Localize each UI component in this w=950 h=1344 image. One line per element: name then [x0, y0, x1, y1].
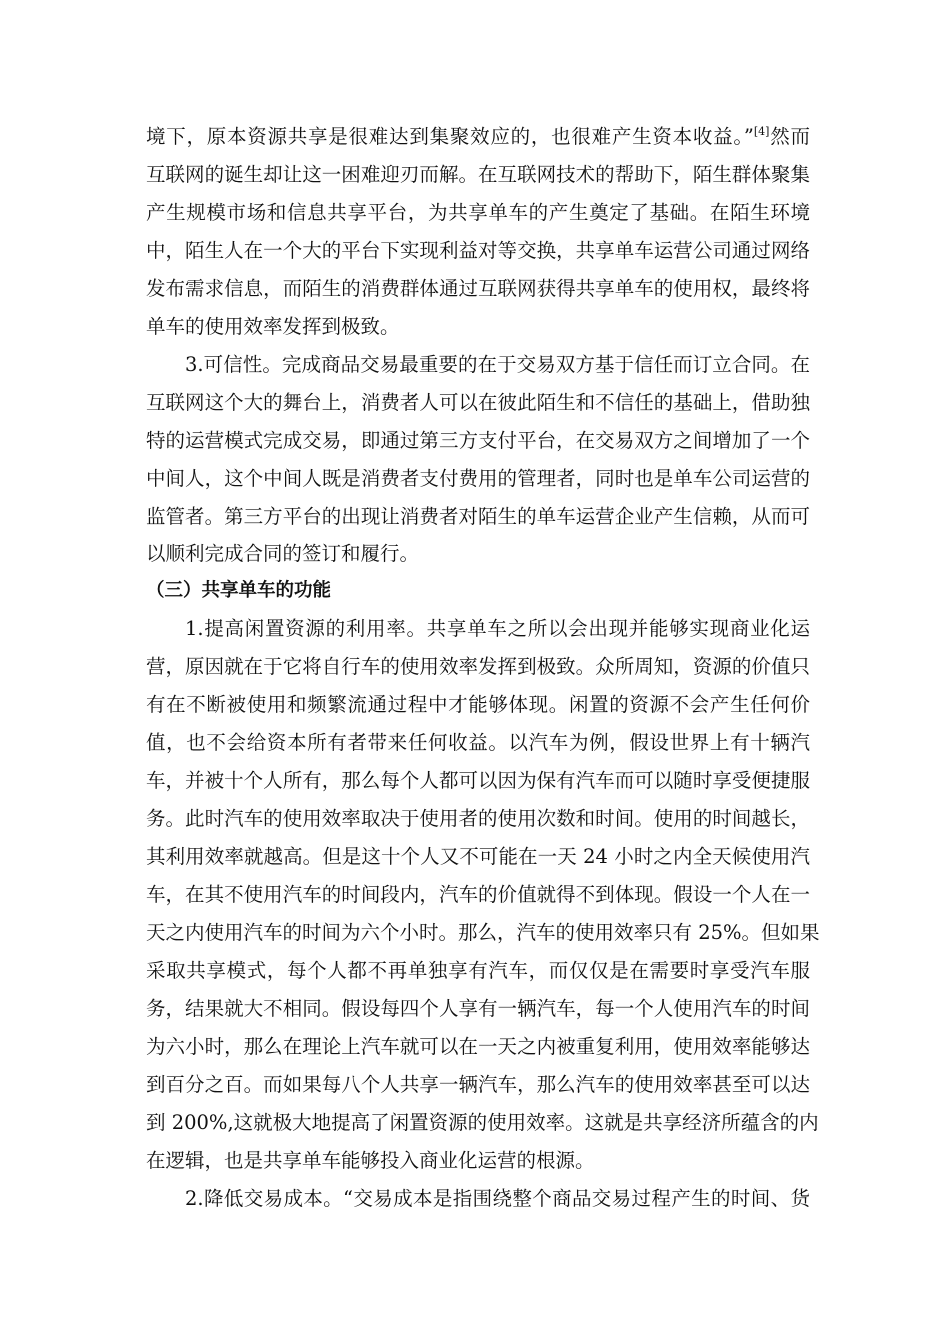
text-line: 务。此时汽车的使用效率取决于使用者的使用次数和时间。使用的时间越长， — [146, 807, 810, 830]
text-line: 天之内使用汽车的时间为六个小时。那么，汽车的使用效率只有 25%。但如果 — [146, 921, 820, 944]
text-line: 值，也不会给资本所有者带来任何收益。以汽车为例，假设世界上有十辆汽 — [146, 731, 810, 754]
text-line: 采取共享模式，每个人都不再单独享有汽车，而仅仅是在需要时享受汽车服 — [146, 959, 810, 982]
text-line: 发布需求信息，而陌生的消费群体通过互联网获得共享单车的使用权，最终将 — [146, 277, 810, 300]
text-line: 监管者。第三方平台的出现让消费者对陌生的单车运营企业产生信赖，从而可 — [146, 505, 810, 528]
paragraph-first-line: 3.可信性。完成商品交易最重要的在于交易双方基于信任而订立合同。在 — [185, 353, 810, 376]
text-line: 有在不断被使用和频繁流通过程中才能够体现。闲置的资源不会产生任何价 — [146, 693, 810, 716]
text-line: 为六小时，那么在理论上汽车就可以在一天之内被重复利用，使用效率能够达 — [146, 1035, 810, 1058]
section-heading: （三）共享单车的功能 — [146, 580, 332, 601]
text-line: 互联网这个大的舞台上，消费者人可以在彼此陌生和不信任的基础上，借助独 — [146, 391, 810, 414]
text-line: 互联网的诞生却让这一困难迎刃而解。在互联网技术的帮助下，陌生群体聚集 — [146, 163, 810, 186]
text-line: 其利用效率就越高。但是这十个人又不可能在一天 24 小时之内全天候使用汽 — [146, 845, 810, 868]
text-line: 在逻辑，也是共享单车能够投入商业化运营的根源。 — [146, 1149, 595, 1172]
text-line: 中，陌生人在一个大的平台下实现利益对等交换，共享单车运营公司通过网络 — [146, 239, 810, 262]
text-line: 营，原因就在于它将自行车的使用效率发挥到极致。众所周知，资源的价值只 — [146, 655, 810, 678]
text-line: 到 200%,这就极大地提高了闲置资源的使用效率。这就是共享经济所蕴含的内 — [146, 1111, 819, 1134]
text-line: 以顺利完成合同的签订和履行。 — [146, 542, 420, 565]
text-line: 单车的使用效率发挥到极致。 — [146, 315, 400, 338]
text-line: 特的运营模式完成交易，即通过第三方支付平台，在交易双方之间增加了一个 — [146, 429, 810, 452]
text-line: 务，结果就大不相同。假设每四个人享有一辆汽车，每一个人使用汽车的时间 — [146, 997, 810, 1020]
text-line: 到百分之百。而如果每八个人共享一辆汽车，那么汽车的使用效率甚至可以达 — [146, 1073, 810, 1096]
text-line: 境下，原本资源共享是很难达到集聚效应的，也很难产生资本收益。”[4]然而 — [146, 125, 810, 148]
paragraph-first-line: 2.降低交易成本。“交易成本是指围绕整个商品交易过程产生的时间、货 — [185, 1187, 810, 1210]
paragraph-first-line: 1.提高闲置资源的利用率。共享单车之所以会出现并能够实现商业化运 — [185, 617, 810, 640]
text-line: 中间人，这个中间人既是消费者支付费用的管理者，同时也是单车公司运营的 — [146, 467, 810, 490]
text-line: 车，在其不使用汽车的时间段内，汽车的价值就得不到体现。假设一个人在一 — [146, 883, 810, 906]
citation-ref[interactable]: [4] — [753, 125, 770, 138]
text-line: 车，并被十个人所有，那么每个人都可以因为保有汽车而可以随时享受便捷服 — [146, 769, 810, 792]
text-line: 产生规模市场和信息共享平台，为共享单车的产生奠定了基础。在陌生环境 — [146, 201, 810, 224]
